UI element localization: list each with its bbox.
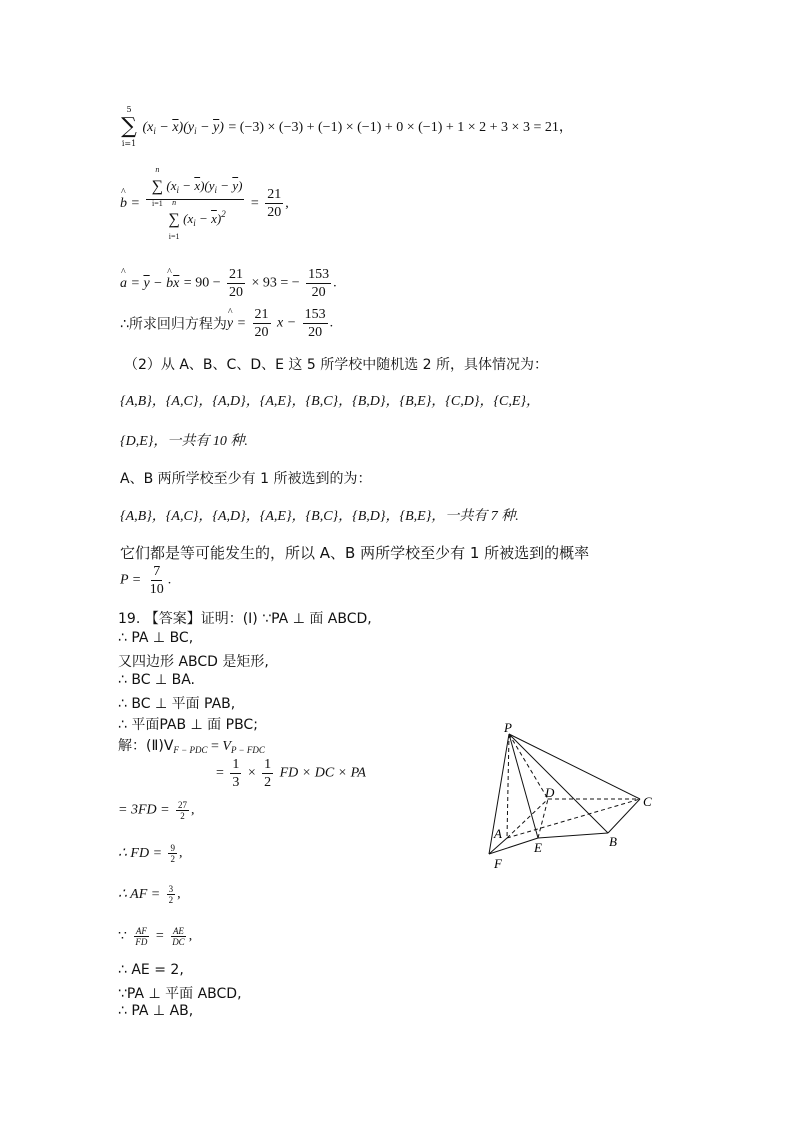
volume-formula: = $\frac{1}{3}$ × $\frac{1}{2}$ FD × DC × PA	[216, 757, 366, 790]
label-a: A	[494, 826, 502, 841]
regression-equation: ∴所求回归方程为^ y = $\frac{21}{20}$ x − $\frac{153}{20}$ .	[120, 306, 333, 341]
q19-step6: ∴ 平面PAB ⊥ 面 PBC;	[118, 717, 258, 733]
q19-answer-start: 19. 【答案】证明：(Ⅰ) ∵PA ⊥ 面 ABCD,	[118, 611, 372, 627]
part2-intro: （2）从 A、B、C、D、E 这 5 所学校中随机选 2 所，具体情况为：	[124, 357, 549, 373]
ratio-equation: ∵ $\frac{AF}{FD}$ = $\frac{AE}{DC}$ ,	[118, 926, 193, 947]
label-f: F	[494, 856, 502, 871]
label-e: E	[534, 840, 542, 855]
q19-step2: ∴ PA ⊥ BC,	[118, 630, 194, 646]
pa-perp-plane: ∵PA ⊥ 平面 ABCD,	[118, 986, 242, 1002]
ab-selected-intro: A、B 两所学校至少有 1 所被选到的为：	[120, 471, 372, 487]
q19-step4: ∴ BC ⊥ BA.	[118, 672, 195, 688]
volume-equation: 解：$(Ⅱ)V_{F - PDC} = V_{P - FDC}$	[118, 738, 265, 755]
pairs-list-row1: {A,B}，{A,C}，{A,D}，{A,E}，{B,C}，{B,D}，{B,E}，{C,D}，{C,E}，	[120, 394, 541, 409]
b-hat-equation: ^ b = n ∑ i=1 $(x_i - \overline{x})(y_i - \overline{y})$ n ∑ i=1 $(x_i - \overline{x})^2$ = $\frac{21}{20}$ ,	[120, 176, 289, 232]
pairs-list-row3: {A,B}，{A,C}，{A,D}，{A,E}，{B,C}，{B,D}，{B,E}，一共有 7 种.	[120, 509, 519, 524]
sum-result: = (−3) × (−3) + (−1) × (−1) + 0 × (−1) + 1 × 2 + 3 × 3 = 21，	[228, 120, 573, 135]
label-b: B	[609, 834, 617, 849]
sigma-symbol: 5 ∑ i=1	[121, 105, 137, 148]
sum-equation: 5 ∑ i=1 $(x_i - \overline{x})(y_i - \overline{y}) = (-3) \times (-3) + (-1) \times (-1) + 0 \times (-1) + 1 \times 2 + 3 \times 3 = 21$，	[121, 105, 573, 148]
fd-value: ∴ FD = $\frac{9}{2}$ ,	[118, 843, 183, 864]
probability-value: P = $\frac{7}{10}$ .	[120, 564, 172, 597]
ae-value: ∴ AE = 2,	[118, 962, 184, 978]
q19-step5: ∴ BC ⊥ 平面 PAB,	[118, 696, 236, 712]
label-d: D	[545, 785, 555, 800]
pyramid-figure	[470, 720, 670, 880]
q19-step3: 又四边形 ABCD 是矩形,	[118, 654, 269, 670]
label-p: P	[504, 720, 512, 735]
af-value: ∴ AF = $\frac{3}{2}$ ,	[118, 884, 181, 905]
a-hat-equation: ^ $a = \overline{y}$ − ^ $b\overline{x} = 90$ − $\frac{21}{20}$ × 93 = − $\frac{153}{20}$ .	[120, 266, 337, 301]
label-c: C	[643, 794, 652, 809]
pa-perp-ab: ∴ PA ⊥ AB,	[118, 1003, 194, 1019]
pairs-list-row2: {D,E}，一共有 10 种.	[120, 434, 248, 449]
fd-equation: = 3FD = $\frac{27}{2}$ ,	[118, 800, 195, 821]
probability-statement: 它们都是等可能发生的，所以 A、B 两所学校至少有 1 所被选到的概率	[120, 544, 590, 562]
